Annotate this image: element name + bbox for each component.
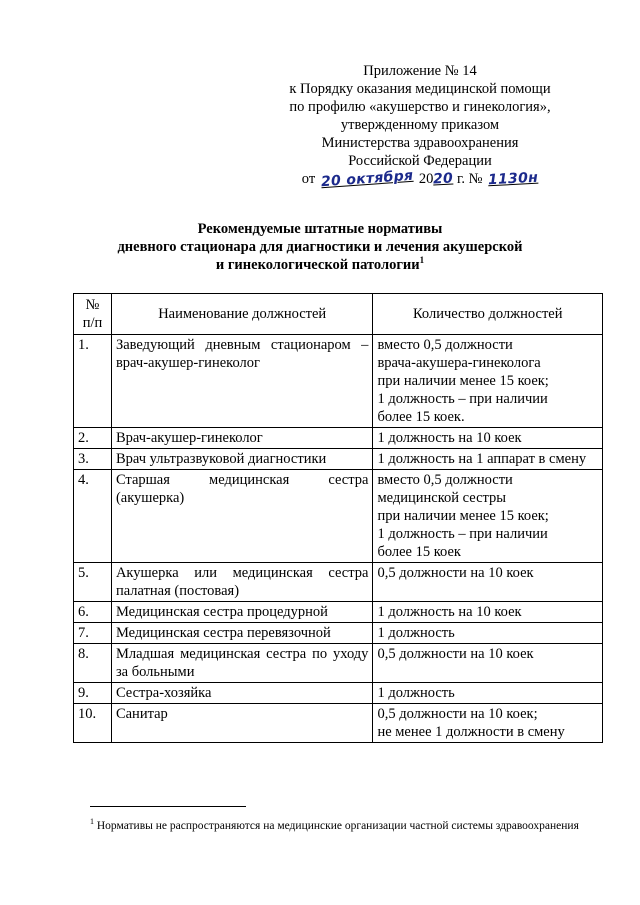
appendix-line: по профилю «акушерство и гинекология»,	[289, 99, 551, 115]
order-date-handwritten: 20 октября	[320, 167, 414, 191]
table-row	[74, 683, 603, 704]
row-number: 6.	[74, 602, 112, 623]
title-footnote-mark: 1	[419, 255, 425, 266]
row-number: 2.	[74, 428, 112, 449]
table-row	[74, 644, 603, 683]
footnote-text: Нормативы не распространяются на медицинские организации частной системы здравоохранения	[96, 819, 579, 832]
table-row	[74, 428, 603, 449]
appendix-line: к Порядку оказания медицинской помощи	[289, 81, 551, 97]
row-number: 1.	[74, 335, 112, 428]
header-number: № п/п	[74, 294, 112, 335]
position-quantity: 1 должность на 10 коек	[373, 602, 603, 623]
row-number: 7.	[74, 623, 112, 644]
position-quantity: 1 должность на 10 коек	[373, 428, 603, 449]
position-name: Акушерка или медицинская сестра палатная (постовая)	[111, 563, 372, 602]
table-row	[74, 704, 603, 743]
table-row	[74, 470, 603, 563]
appendix-line: утвержденному приказом	[340, 117, 500, 133]
header-position: Наименование должностей	[111, 294, 372, 335]
order-prefix: от	[301, 171, 316, 187]
order-line	[270, 167, 570, 191]
footnote-divider	[90, 806, 246, 807]
position-quantity: 0,5 должности на 10 коек	[373, 563, 603, 602]
position-name: Медицинская сестра процедурной	[111, 602, 372, 623]
position-quantity: 1 должность	[373, 623, 603, 644]
row-number: 4.	[74, 470, 112, 563]
appendix-line: Российской Федерации	[348, 153, 492, 169]
order-number-handwritten: 1130н	[487, 169, 539, 189]
position-name: Заведующий дневным стационаром – врач-акушер-гинеколог	[111, 335, 372, 428]
table-row	[74, 602, 603, 623]
footnote	[90, 814, 590, 834]
position-name: Врач-акушер-гинеколог	[111, 428, 372, 449]
table-header-row	[74, 294, 603, 335]
row-number: 3.	[74, 449, 112, 470]
position-quantity: 0,5 должности на 10 коек	[373, 644, 603, 683]
row-number: 10.	[74, 704, 112, 743]
table-row	[74, 335, 603, 428]
appendix-header	[270, 62, 570, 191]
position-quantity: 1 должность на 1 аппарат в смену	[373, 449, 603, 470]
position-name: Сестра-хозяйка	[111, 683, 372, 704]
title-line: дневного стационара для диагностики и лечения акушерской	[117, 239, 523, 255]
position-name: Медицинская сестра перевязочной	[111, 623, 372, 644]
title-line: Рекомендуемые штатные нормативы	[197, 221, 443, 237]
row-number: 5.	[74, 563, 112, 602]
position-quantity: вместо 0,5 должности врача-акушера-гинеколога при наличии менее 15 коек; 1 должность – при наличии более 15 коек.	[373, 335, 603, 428]
position-quantity: вместо 0,5 должности медицинской сестры при наличии менее 15 коек; 1 должность – при наличии более 15 коек	[373, 470, 603, 563]
appendix-line: Министерства здравоохранения	[321, 135, 519, 151]
position-name: Врач ультразвуковой диагностики	[111, 449, 372, 470]
row-number: 8.	[74, 644, 112, 683]
position-name: Младшая медицинская сестра по уходу за больными	[111, 644, 372, 683]
header-quantity: Количество должностей	[373, 294, 603, 335]
table-row	[74, 449, 603, 470]
footnote-mark: 1	[90, 817, 94, 826]
table-body	[74, 335, 603, 743]
position-quantity: 1 должность	[373, 683, 603, 704]
document-title	[80, 220, 560, 274]
row-number: 9.	[74, 683, 112, 704]
title-line: и гинекологической патологии	[215, 257, 420, 273]
order-year-prefix: 20	[418, 171, 434, 187]
order-year-handwritten: 20	[432, 170, 454, 188]
position-name: Санитар	[111, 704, 372, 743]
position-name: Старшая медицинская сестра (акушерка)	[111, 470, 372, 563]
table-row	[74, 563, 603, 602]
appendix-line: Приложение № 14	[363, 63, 477, 79]
table-row	[74, 623, 603, 644]
staffing-table	[73, 293, 603, 743]
position-quantity: 0,5 должности на 10 коек; не менее 1 должности в смену	[373, 704, 603, 743]
title-line-last	[80, 256, 560, 274]
order-year-suffix: г. №	[457, 171, 483, 187]
